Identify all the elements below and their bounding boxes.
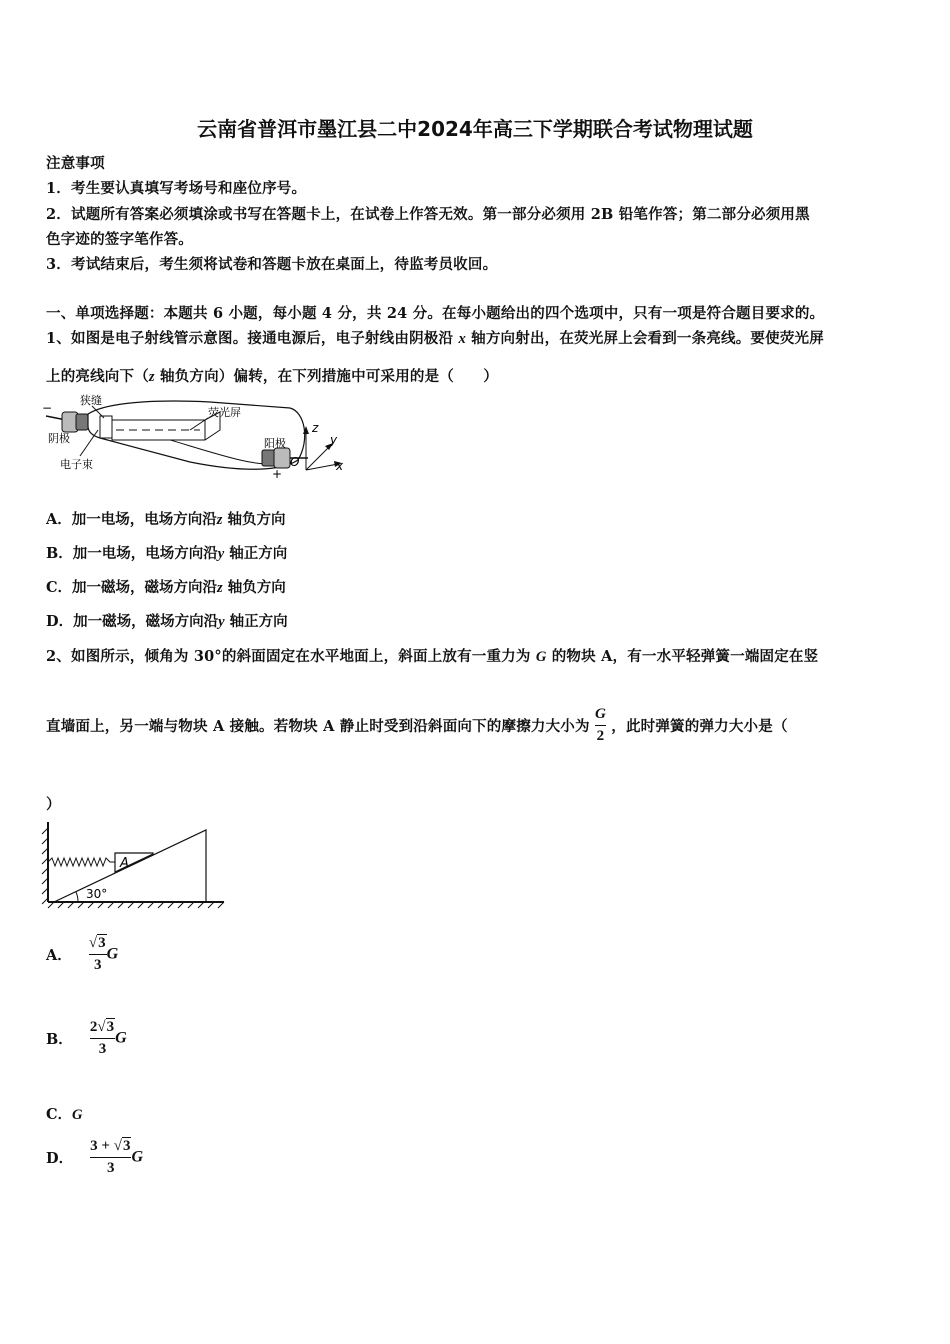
q2-option-c[interactable]: C．G	[46, 1106, 83, 1123]
cathode-label: 阴极	[48, 432, 70, 445]
q1-option-c[interactable]: C．加一磁场，磁场方向沿z 轴负方向	[46, 579, 286, 596]
slit-label: 狭缝	[80, 394, 102, 407]
crt-minus-label: −	[42, 401, 53, 415]
q2-fraction: $\frac{G}{2}$	[594, 706, 606, 744]
q1-option-b[interactable]: B．加一电场，电场方向沿y 轴正方向	[46, 545, 288, 562]
incline	[54, 830, 206, 902]
crt-plus-label: +	[272, 467, 283, 481]
section-heading: 一、单项选择题：本题共 6 小题，每小题 4 分，共 24 分。在每小题给出的四个选项中，只有一项是符合题目要求的。	[46, 305, 825, 322]
anode-label: 阳极	[264, 437, 286, 450]
crt-diagram	[40, 390, 360, 485]
notice-item-2-line1: 2．试题所有答案必须填涂或书写在答题卡上，在试卷上作答无效。第一部分必须用 2B 铅笔作答；第二部分必须用黑	[46, 206, 810, 223]
slit-plate	[100, 416, 112, 438]
q2-option-a[interactable]: A． $\frac{√3}{3}$ G	[46, 935, 119, 973]
fluorescent-screen	[112, 412, 220, 440]
block-label: A	[120, 856, 129, 871]
q2-line3: ）	[46, 796, 61, 813]
q2-option-b[interactable]: B． $\frac{2√3}{3}$ G	[46, 1019, 127, 1057]
q2-option-d[interactable]: D． $\frac{3 + √3}{3}$ G	[46, 1138, 143, 1176]
notice-item-2-line2: 色字迹的签字笔作答。	[46, 231, 193, 248]
axis-z-label: z	[312, 421, 319, 435]
screen-label: 荧光屏	[208, 406, 241, 419]
page-title: 云南省普洱市墨江县二中2024年高三下学期联合考试物理试题	[197, 117, 753, 141]
beam-label: 电子束	[60, 458, 93, 471]
axis-x-label: x	[336, 459, 344, 473]
q1-option-d[interactable]: D．加一磁场，磁场方向沿y 轴正方向	[46, 613, 288, 630]
q2-line2: 直墙面上，另一端与物块 A 接触。若物块 A 静止时受到沿斜面向下的摩擦力大小为 $\frac{G}{2}$ ，此时弹簧的弹力大小是（	[46, 706, 788, 744]
spring	[48, 858, 115, 866]
axis-y-label: y	[330, 433, 338, 447]
origin-label: O	[290, 455, 300, 469]
notice-heading: 注意事项	[46, 155, 105, 172]
incline-diagram	[40, 818, 230, 913]
q1-option-a[interactable]: A．加一电场，电场方向沿z 轴负方向	[46, 511, 286, 528]
q1-line1: 1、如图是电子射线管示意图。接通电源后，电子射线由阴极沿 x 轴方向射出，在荧光屏上会看到一条亮线。要使荧光屏	[46, 330, 824, 347]
notice-item-3: 3．考试结束后，考生须将试卷和答题卡放在桌面上，待监考员收回。	[46, 256, 498, 273]
q1-line2: 上的亮线向下（z 轴负方向）偏转，在下列措施中可采用的是（ ）	[46, 368, 499, 385]
angle-label: 30°	[86, 887, 108, 901]
q2-line1: 2、如图所示，倾角为 30°的斜面固定在水平地面上，斜面上放有一重力为 G 的物块 A，有一水平轻弹簧一端固定在竖	[46, 648, 819, 665]
notice-item-1: 1．考生要认真填写考场号和座位序号。	[46, 180, 307, 197]
